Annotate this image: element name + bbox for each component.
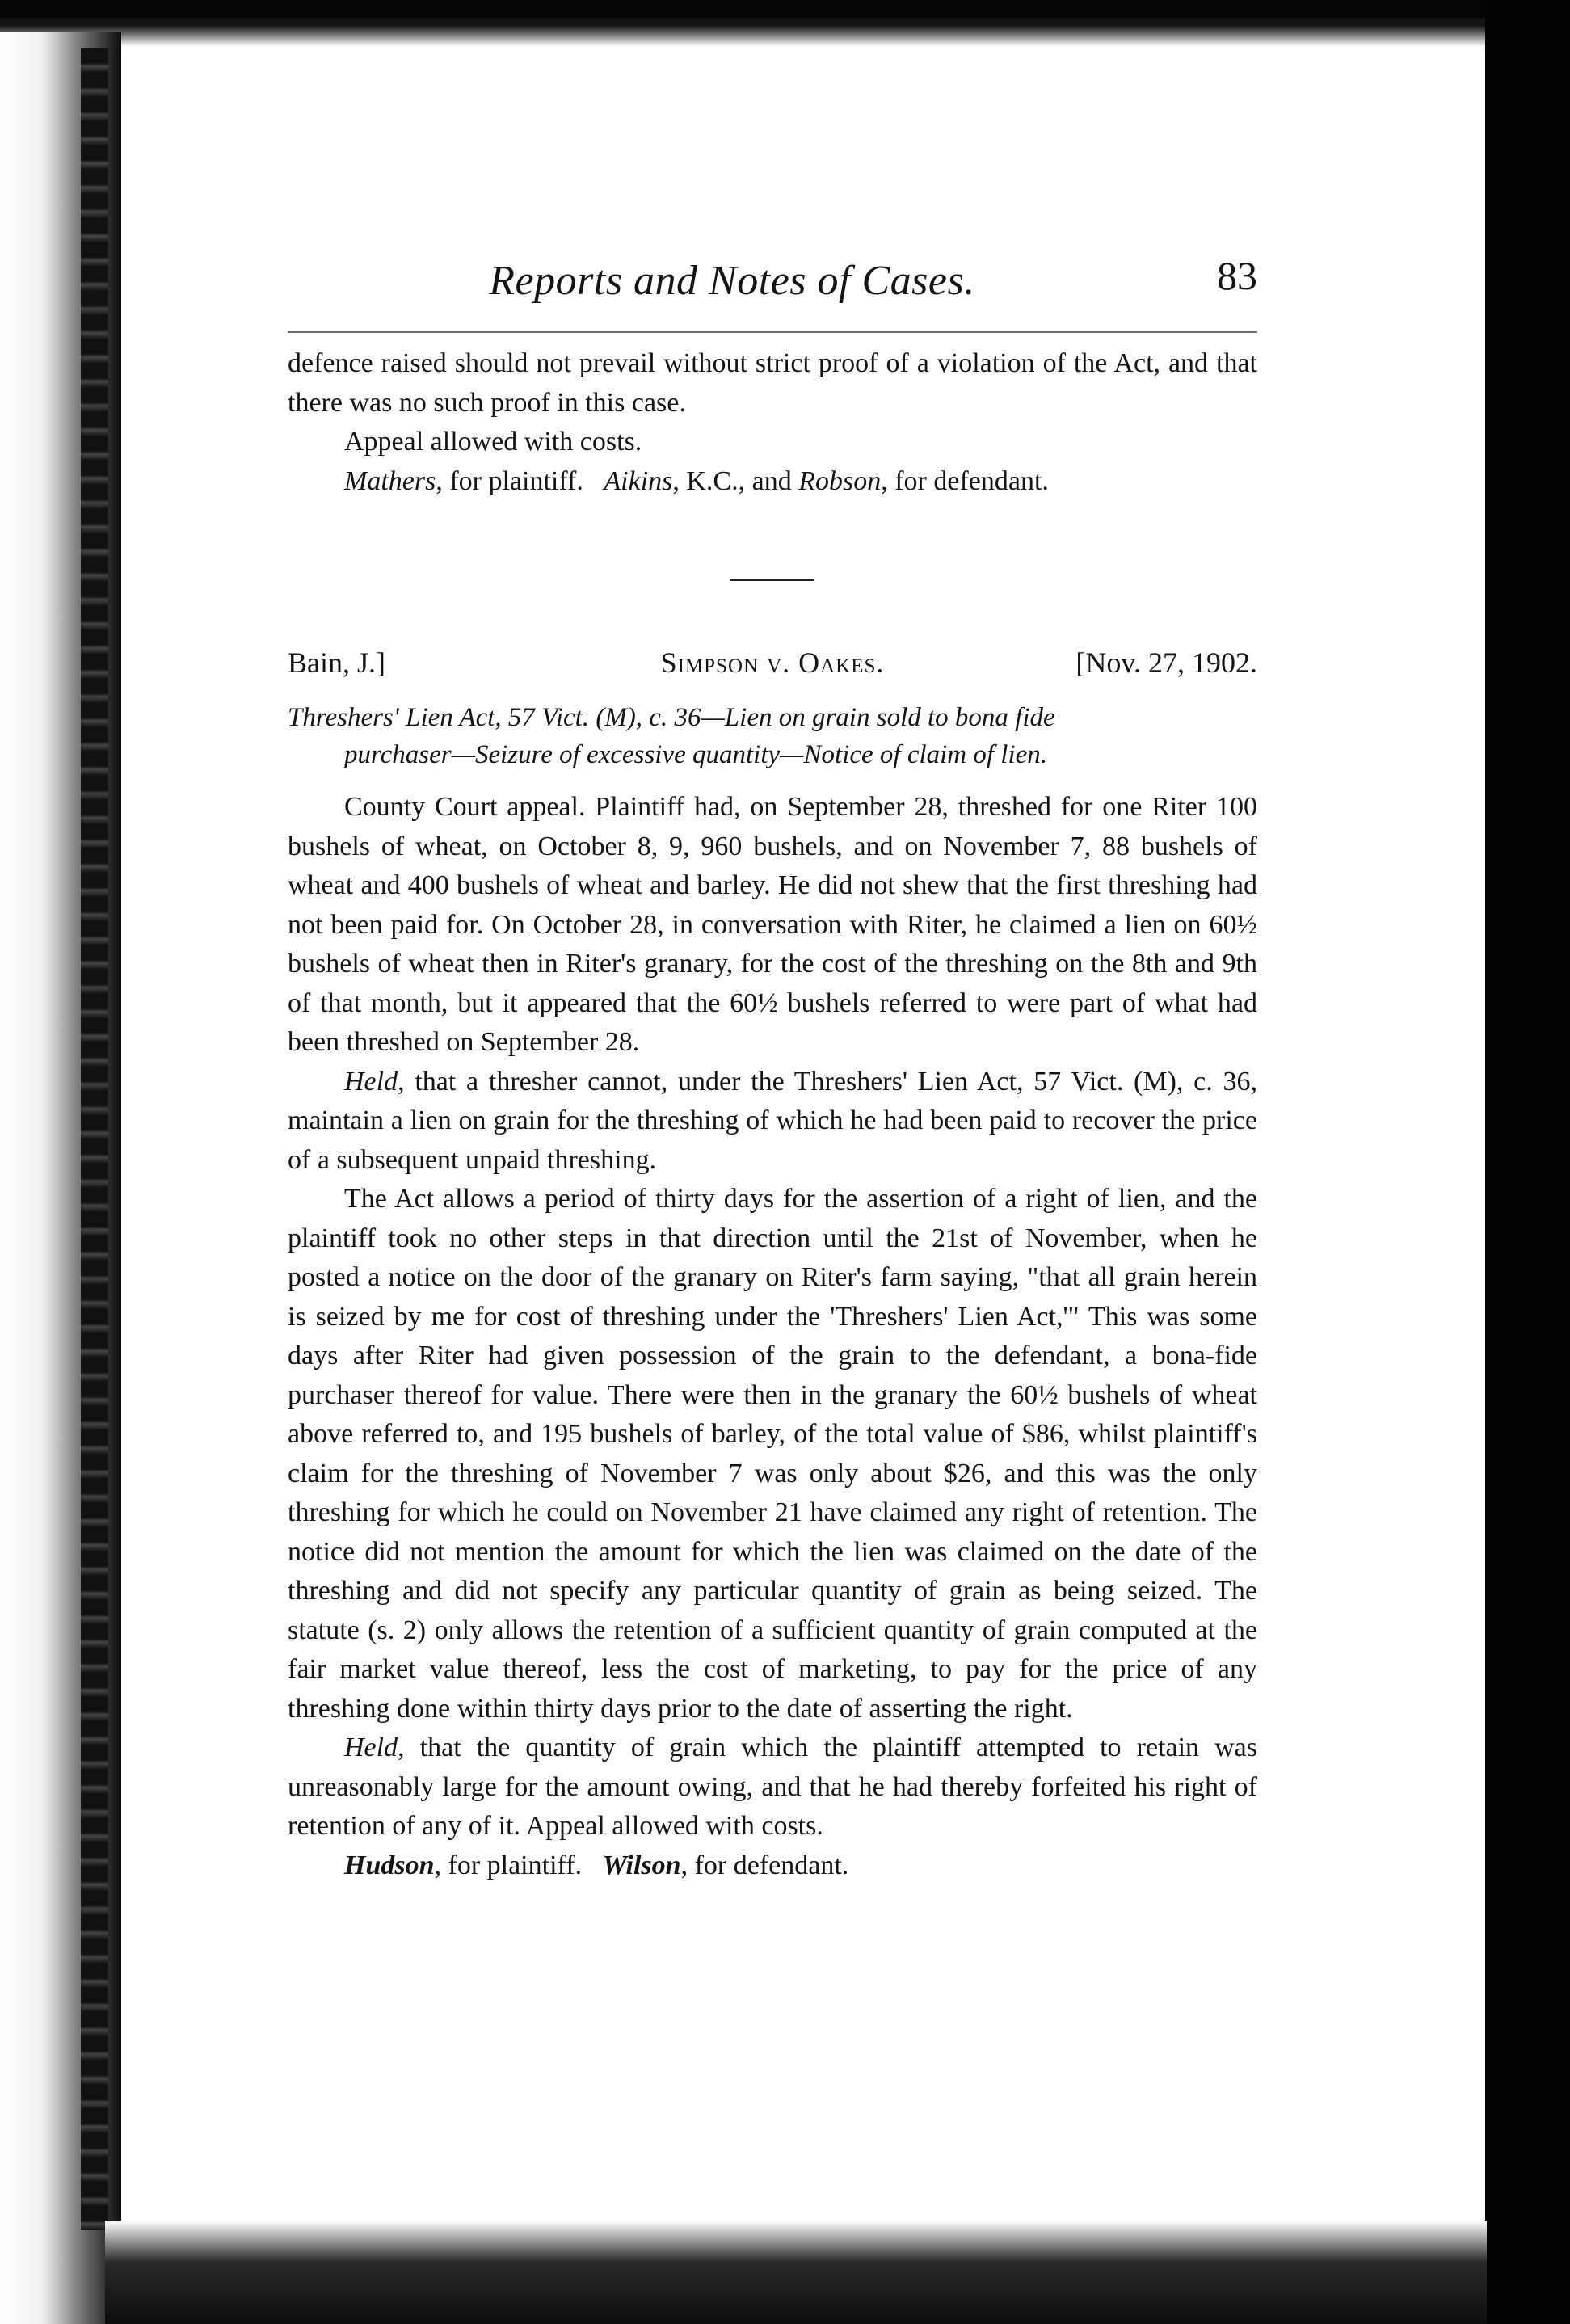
prior-case-text: defence raised should not prevail without strict proof of a violation of the Act, and that there was no such proof in this case. [288, 348, 1257, 418]
counsel-name: Hudson [344, 1850, 435, 1880]
counsel-role: , for plaintiff. [436, 465, 583, 496]
counsel-name: Robson [798, 465, 882, 496]
held-label: Held [344, 1732, 398, 1762]
holding-paragraph [288, 1728, 1257, 1846]
section-divider [730, 579, 814, 581]
scan-border-bottom [105, 2221, 1487, 2324]
scan-border-top-strip [0, 0, 1570, 18]
case-caption [288, 646, 1257, 691]
counsel-name: Wilson [602, 1850, 681, 1880]
case-name: Simpson v. Oakes. [660, 646, 885, 679]
scan-binding-edge [81, 48, 108, 2230]
counsel-role: , for defendant. [881, 465, 1049, 496]
headnote-line: Threshers' Lien Act, 57 Vict. (M), c. 36—Lien on grain sold to bona fide [288, 703, 1055, 732]
holding-text: , that a thresher cannot, under the Threshers' Lien Act, 57 Vict. (M), c. 36, maintain a lien on grain for the threshing of which he had been paid to recover the price of a subsequent unpaid threshing. [288, 1066, 1257, 1175]
page-content [288, 242, 1257, 1885]
reasoning-paragraph: The Act allows a period of thirty days for the assertion of a right of lien, and the plaintiff took no other steps in that direction until the 21st of November, when he posted a notice on the door of the granary on Riter's farm saying, "that all grain herein is seized by me for cost of threshing under the 'Threshers' Lien Act,'" This was some days after Riter had given possession of the grain to the defendant, a bona-fide purchaser thereof for value. There were then in the granary the 60½ bushels of wheat above referred to, and 195 bushels of barley, of the total value of $86, whilst plaintiff's claim for the threshing of November 7 was only about $26, and this was the only threshing for which he could on November 21 have claimed any right of retention. The notice did not mention the amount for which the lien was claimed on the date of the threshing and did not specify any particular quantity of grain as being seized. The statute (s. 2) only allows the retention of a sufficient quantity of grain computed at the fair market value thereof, less the cost of marketing, to pay for the price of any threshing done within thirty days prior to the date of asserting the right. [288, 1184, 1257, 1724]
counsel-name: Aikins [604, 465, 673, 496]
judge: Bain, J.] [288, 646, 385, 679]
case-counsel [288, 1846, 1257, 1886]
scan-border-right [1485, 0, 1570, 2324]
counsel-role: , for plaintiff. [434, 1850, 583, 1880]
page-header [288, 242, 1257, 333]
headnote [288, 699, 1257, 773]
counsel-role: , for defendant. [680, 1850, 849, 1880]
prior-case-disposition: Appeal allowed with costs. [344, 427, 642, 457]
decision-date: [Nov. 27, 1902. [1075, 646, 1257, 679]
page-number: 83 [1217, 253, 1257, 298]
counsel-role: , K.C., and [672, 465, 799, 496]
holding-paragraph [288, 1063, 1257, 1181]
prior-case-counsel [288, 462, 1257, 502]
holding-text: , that the quantity of grain which the plaintiff attempted to retain was unreasonably large for the amount owing, and that he had thereby forfeited his right of retention of any of it. Appeal allowed with costs. [288, 1732, 1257, 1841]
counsel-name: Mathers [344, 465, 436, 496]
held-label: Held [344, 1066, 398, 1097]
running-title: Reports and Notes of Cases. [489, 258, 975, 304]
facts-paragraph: County Court appeal. Plaintiff had, on September 28, threshed for one Riter 100 bushels of wheat, on October 8, 9, 960 bushels, and on November 7, 88 bushels of wheat and 400 bushels of wheat and barley. He did not shew that the first threshing had not been paid for. On October 28, in conversation with Riter, he claimed a lien on 60½ bushels of wheat then in Riter's granary, for the cost of the threshing on the 8th and 9th of that month, but it appeared that the 60½ bushels referred to were part of what had been threshed on September 28. [288, 792, 1257, 1057]
headnote-line: purchaser—Seizure of excessive quantity—Notice of claim of lien. [344, 740, 1048, 769]
